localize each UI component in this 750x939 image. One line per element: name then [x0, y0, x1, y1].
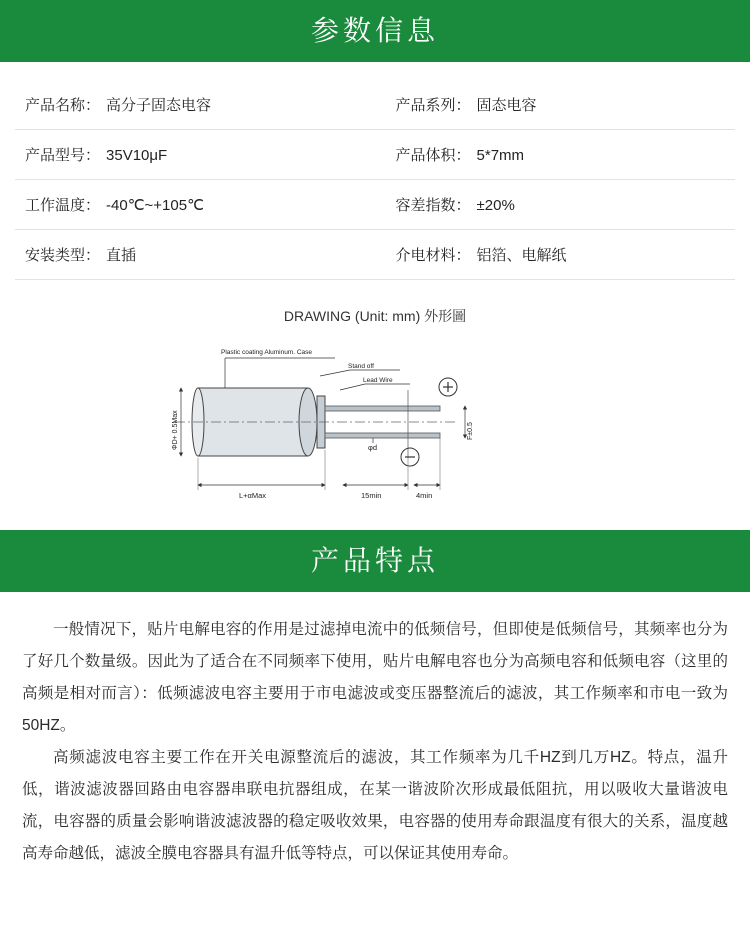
- spec-cell-left: [15, 230, 366, 280]
- spec-cell-left: [15, 130, 366, 180]
- spec-cell-right: [366, 230, 735, 280]
- spec-table: [15, 80, 735, 280]
- table-row: [15, 180, 735, 230]
- spec-label: 安装类型：: [25, 247, 101, 264]
- drawing-label-4min: 4min: [416, 491, 433, 500]
- table-row: [15, 130, 735, 180]
- capacitor-outline-drawing-icon: [165, 340, 585, 525]
- drawing-label-diameter: ΦD+ 0.5Max: [172, 410, 179, 450]
- spec-value: ±20%: [476, 197, 515, 214]
- spec-value: 直插: [106, 247, 137, 264]
- spec-value: 固态电容: [476, 97, 537, 114]
- drawing-label-length: L+αMax: [239, 491, 267, 500]
- spacer: [0, 62, 750, 80]
- drawing-title: DRAWING (Unit: mm) 外形圖: [283, 308, 467, 324]
- drawing-block: [0, 306, 750, 530]
- drawing-label-leadwire: Lead Wire: [363, 377, 393, 384]
- spec-value: 35V10μF: [106, 147, 168, 164]
- spec-cell-right: [366, 180, 735, 230]
- spec-cell-left: [15, 80, 366, 130]
- drawing-label-f-tolerance: F±0.5: [467, 422, 474, 440]
- spec-label: 产品体积：: [395, 147, 471, 164]
- features-text-block: [0, 592, 750, 880]
- spec-cell-left: [15, 180, 366, 230]
- spec-label: 容差指数：: [395, 197, 471, 214]
- drawing-figure: [0, 340, 750, 530]
- spec-value: 铝箔、电解纸: [476, 247, 567, 264]
- spec-label: 产品名称：: [25, 97, 101, 114]
- spec-cell-right: [366, 80, 735, 130]
- spec-label: 介电材料：: [395, 247, 471, 264]
- features-section-banner: 产品特点: [0, 530, 750, 592]
- spec-value: 5*7mm: [476, 147, 525, 164]
- spec-value: 高分子固态电容: [106, 97, 212, 114]
- spec-label: 工作温度：: [25, 197, 101, 214]
- drawing-label-15min: 15min: [361, 491, 382, 500]
- drawing-label-coating: Plastic coating Aluminum. Case: [221, 349, 313, 356]
- feature-paragraph: 高频滤波电容主要工作在开关电源整流后的滤波，其工作频率为几千HZ到几万HZ。特点，温升低，谐波滤波器回路由电容器串联电抗器组成，在某一谐波阶次形成最低阻抗，用以吸收大量谐波电流，电容器的质量会影响谐波滤波器的稳定吸收效果，电容器的使用寿命跟温度有很大的关系，温度越高寿命越低，滤波全膜电容器具有温升低等特点，可以保证其使用寿命。: [22, 749, 728, 862]
- spec-label: 产品系列：: [395, 97, 471, 114]
- drawing-label-standoff: Stand off: [348, 363, 374, 370]
- table-row: [15, 80, 735, 130]
- spec-label: 产品型号：: [25, 147, 101, 164]
- table-row: [15, 230, 735, 280]
- feature-paragraph: 一般情况下，贴片电解电容的作用是过滤掉电流中的低频信号，但即使是低频信号，其频率也分为了好几个数量级。因此为了适合在不同频率下使用，贴片电解电容也分为高频电容和低频电容（这里的高频是相对而言）：低频滤波电容主要用于市电滤波或变压器整流后的滤波，其工作频率和市电一致为50HZ。: [22, 621, 728, 734]
- params-section-banner: 参数信息: [0, 0, 750, 62]
- spec-value: -40℃~+105℃: [106, 197, 204, 214]
- drawing-label-phi-d: φd: [368, 443, 378, 452]
- spec-cell-right: [366, 130, 735, 180]
